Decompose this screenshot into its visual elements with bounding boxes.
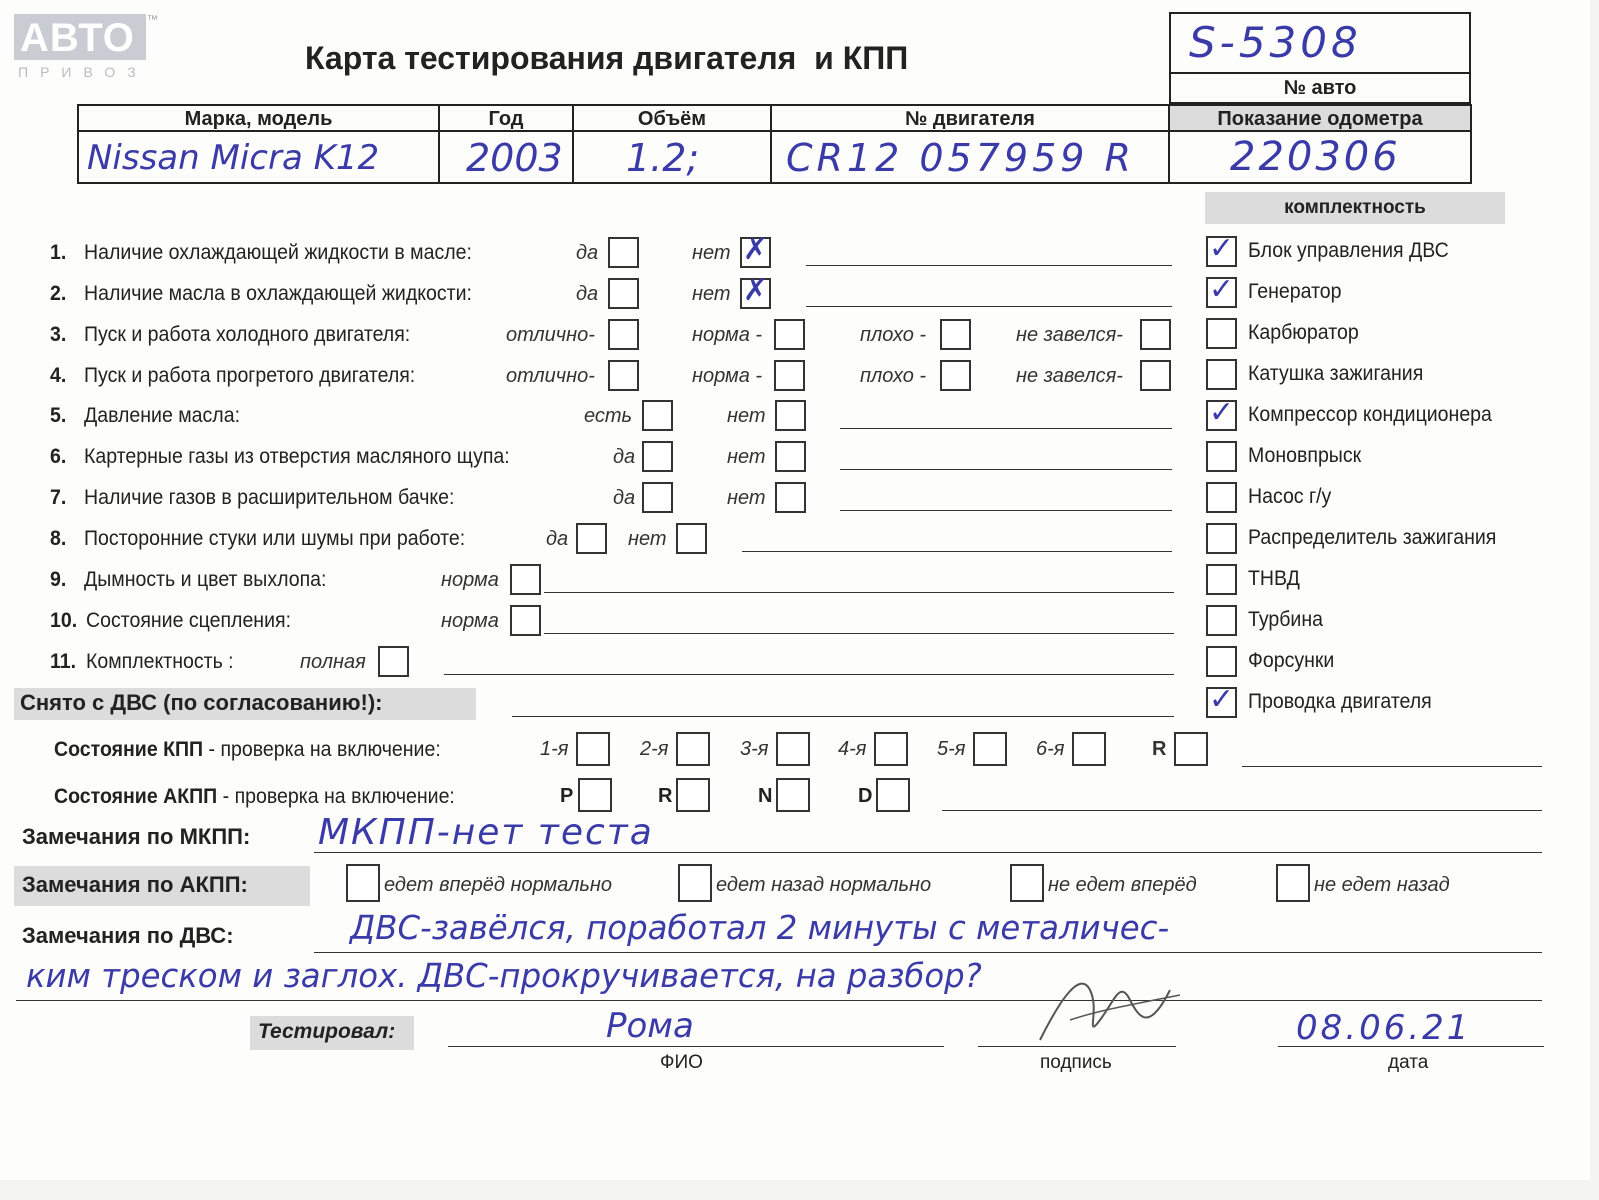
kpp-gear-label: 1-я <box>540 738 569 760</box>
check-option-box[interactable] <box>775 482 806 513</box>
check-note-line <box>544 633 1174 634</box>
check-label: Наличие масла в охлаждающей жидкости: <box>84 282 472 305</box>
check-option-label: полная <box>300 651 366 673</box>
check-option-box[interactable] <box>642 482 673 513</box>
engine-value: CR12 057959 R <box>786 136 1135 180</box>
kpp-gear-box[interactable] <box>676 732 710 766</box>
check-option-box[interactable] <box>740 232 771 268</box>
mkpp-line <box>314 852 1542 853</box>
kpp-line <box>1242 766 1542 767</box>
sign-caption: подпись <box>1040 1052 1112 1073</box>
akpp-notes-option-label: едет вперёд нормально <box>384 874 613 896</box>
completeness-item-label: Распределитель зажигания <box>1248 526 1497 549</box>
check-number: 10. <box>50 609 78 632</box>
completeness-item-label: Генератор <box>1248 280 1342 303</box>
kpp-gear-box[interactable] <box>973 732 1007 766</box>
completeness-checkbox[interactable] <box>1206 359 1237 390</box>
completeness-checkbox[interactable] <box>1206 605 1237 636</box>
removed-label: Снято с ДВС (по согласованию!): <box>20 690 383 715</box>
check-option-label: да <box>613 446 636 468</box>
check-option-label: не завелся- <box>1016 324 1123 346</box>
check-label: Наличие охлаждающей жидкости в масле: <box>84 241 472 264</box>
akpp-mode-label: R <box>658 785 673 807</box>
check-option-box[interactable] <box>940 360 971 391</box>
check-option-label: нет <box>692 242 731 264</box>
check-option-label: норма <box>441 610 499 632</box>
completeness-checkbox[interactable] <box>1206 646 1237 677</box>
check-note-line <box>444 674 1174 675</box>
check-option-label: нет <box>692 283 731 305</box>
check-number: 3. <box>50 323 67 346</box>
check-option-label: нет <box>727 487 766 509</box>
fio-caption: ФИО <box>660 1052 703 1073</box>
dvs-notes-line2: ким треском и заглох. ДВС-прокручивается, на разбор? <box>26 956 982 995</box>
check-note-line <box>840 510 1172 511</box>
auto-number-box <box>1169 12 1471 74</box>
check-option-box[interactable] <box>642 441 673 472</box>
check-option-label: нет <box>727 446 766 468</box>
check-number: 6. <box>50 445 67 468</box>
check-note-line <box>806 265 1172 266</box>
kpp-label-rest: - проверка на включение: <box>203 738 441 761</box>
completeness-item-label: Турбина <box>1248 608 1323 631</box>
check-option-label: норма - <box>692 324 763 346</box>
check-note-line <box>544 592 1174 593</box>
header-table <box>77 104 1472 184</box>
kpp-label <box>54 738 441 762</box>
date-caption: дата <box>1388 1052 1429 1073</box>
completeness-checkbox[interactable] <box>1206 395 1237 431</box>
check-label: Комплектность : <box>86 650 234 673</box>
year-label: Год <box>488 108 524 130</box>
kpp-gear-box[interactable] <box>576 732 610 766</box>
kpp-gear-label: R <box>1152 738 1167 760</box>
completeness-checkbox[interactable] <box>1206 441 1237 472</box>
akpp-notes-checkbox[interactable] <box>346 864 380 902</box>
akpp-label-rest: - проверка на включение: <box>217 785 455 808</box>
logo-subtext: ПРИВОЗ <box>18 64 148 80</box>
check-option-label: нет <box>628 528 667 550</box>
completeness-item-label: Компрессор кондиционера <box>1248 403 1492 426</box>
check-option-box[interactable] <box>774 319 805 350</box>
kpp-gear-box[interactable] <box>874 732 908 766</box>
check-label: Давление масла: <box>84 404 240 427</box>
akpp-notes-option-label: не едет назад <box>1314 874 1450 896</box>
check-option-label: есть <box>584 405 633 427</box>
tester-name: Рома <box>606 1006 694 1046</box>
kpp-gear-label: 5-я <box>937 738 966 760</box>
completeness-checkbox[interactable] <box>1206 523 1237 554</box>
check-option-label: не завелся- <box>1016 365 1123 387</box>
completeness-item-label: Карбюратор <box>1248 321 1359 344</box>
check-number: 8. <box>50 527 67 550</box>
check-option-box[interactable] <box>676 523 707 554</box>
check-option-box[interactable] <box>608 360 639 391</box>
akpp-mode-box[interactable] <box>876 778 910 812</box>
auto-number-value: S-5308 <box>1189 18 1362 67</box>
completeness-item-label: ТНВД <box>1248 567 1300 590</box>
check-note-line <box>840 469 1172 470</box>
check-option-label: да <box>576 283 599 305</box>
completeness-checkbox[interactable] <box>1206 231 1237 267</box>
akpp-notes-option-label: не едет вперёд <box>1048 874 1197 896</box>
check-number: 1. <box>50 241 67 264</box>
page-title: Карта тестирования двигателя и КПП <box>305 40 909 76</box>
akpp-mode-label: P <box>560 785 574 807</box>
check-note-line <box>840 428 1172 429</box>
check-option-label: плохо - <box>860 365 927 387</box>
completeness-checkbox[interactable] <box>1206 682 1237 718</box>
year-value: 2003 <box>466 136 563 180</box>
akpp-notes-option-label: едет назад нормально <box>716 874 932 896</box>
completeness-item-label: Насос г/у <box>1248 485 1332 508</box>
check-label: Посторонние стуки или шумы при работе: <box>84 527 466 550</box>
mkpp-notes-value: МКПП-нет теста <box>318 812 654 853</box>
check-option-label: норма - <box>692 365 763 387</box>
check-number: 5. <box>50 404 67 427</box>
check-option-box[interactable] <box>1140 319 1171 350</box>
check-mark-icon: ✓ <box>1208 395 1235 430</box>
check-note-line <box>742 551 1172 552</box>
check-number: 4. <box>50 364 67 387</box>
check-option-box[interactable] <box>774 360 805 391</box>
avto-privoz-logo <box>14 14 158 82</box>
completeness-item-label: Моновпрыск <box>1248 444 1362 467</box>
check-number: 9. <box>50 568 67 591</box>
akpp-notes-checkbox[interactable] <box>678 864 712 902</box>
check-option-label: да <box>546 528 569 550</box>
kpp-gear-label: 2-я <box>640 738 669 760</box>
check-option-label: отлично- <box>506 365 595 387</box>
make-label: Марка, модель <box>184 108 333 130</box>
akpp-notes-checkbox[interactable] <box>1010 864 1044 902</box>
akpp-mode-box[interactable] <box>776 778 810 812</box>
akpp-notes-label: Замечания по АКПП: <box>22 872 248 897</box>
test-date: 08.06.21 <box>1296 1008 1472 1048</box>
kpp-gear-label: 3-я <box>740 738 769 760</box>
logo-text: АВТО <box>20 16 135 60</box>
completeness-header <box>1205 192 1505 224</box>
check-option-box[interactable] <box>740 273 771 309</box>
kpp-gear-label: 4-я <box>838 738 867 760</box>
completeness-checkbox[interactable] <box>1206 318 1237 349</box>
check-mark-icon: ✓ <box>1208 231 1235 266</box>
check-option-box[interactable] <box>1140 360 1171 391</box>
logo-tm: ™ <box>147 14 158 26</box>
check-mark-icon: ✓ <box>1208 272 1235 307</box>
completeness-item-label: Форсунки <box>1248 649 1335 672</box>
check-number: 2. <box>50 282 67 305</box>
check-option-label: нет <box>727 405 766 427</box>
akpp-mode-box[interactable] <box>676 778 710 812</box>
tested-label: Тестировал: <box>258 1020 396 1043</box>
check-label: Дымность и цвет выхлопа: <box>84 568 327 591</box>
check-option-box[interactable] <box>642 400 673 431</box>
dvs-line1 <box>314 952 1542 953</box>
completeness-checkbox[interactable] <box>1206 482 1237 513</box>
mkpp-notes-label: Замечания по МКПП: <box>22 824 251 849</box>
check-option-label: да <box>613 487 636 509</box>
auto-number-label: № авто <box>1283 77 1357 99</box>
check-option-box[interactable] <box>775 441 806 472</box>
dvs-line2 <box>16 1000 1542 1001</box>
akpp-label <box>54 785 455 809</box>
check-option-label: да <box>576 242 599 264</box>
check-option-box[interactable] <box>510 564 541 595</box>
check-label: Состояние сцепления: <box>86 609 292 632</box>
kpp-gear-box[interactable] <box>776 732 810 766</box>
completeness-checkbox[interactable] <box>1206 564 1237 595</box>
akpp-label-bold: Состояние АКПП <box>54 785 218 808</box>
volume-label: Объём <box>637 108 707 130</box>
check-option-box[interactable] <box>608 278 639 309</box>
check-option-box[interactable] <box>608 319 639 350</box>
completeness-item-label: Катушка зажигания <box>1248 362 1424 385</box>
odometer-label: Показание одометра <box>1217 108 1423 130</box>
check-option-label: норма <box>441 569 499 591</box>
removed-line <box>512 716 1174 717</box>
auto-number-label-cell <box>1169 72 1471 104</box>
akpp-mode-label: N <box>758 785 773 807</box>
signature-line <box>978 1046 1176 1047</box>
kpp-label-bold: Состояние КПП <box>54 738 204 761</box>
completeness-checkbox[interactable] <box>1206 272 1237 308</box>
check-option-label: отлично- <box>506 324 595 346</box>
dvs-notes-line1: ДВС-завёлся, поработал 2 минуты с металичес- <box>350 908 1170 947</box>
kpp-gear-box[interactable] <box>1072 732 1106 766</box>
check-option-label: плохо - <box>860 324 927 346</box>
akpp-line <box>942 810 1542 811</box>
check-option-box[interactable] <box>608 237 639 268</box>
completeness-item-label: Блок управления ДВС <box>1248 239 1449 262</box>
check-option-box[interactable] <box>940 319 971 350</box>
check-number: 7. <box>50 486 67 509</box>
check-option-box[interactable] <box>510 605 541 636</box>
fio-line <box>448 1046 944 1047</box>
check-number: 11. <box>50 650 77 673</box>
check-note-line <box>806 306 1172 307</box>
check-mark-icon: ✓ <box>1208 682 1235 717</box>
check-label: Пуск и работа прогретого двигателя: <box>84 364 416 387</box>
akpp-notes-checkbox[interactable] <box>1276 864 1310 902</box>
kpp-gear-label: 6-я <box>1036 738 1065 760</box>
completeness-item-label: Проводка двигателя <box>1248 690 1432 713</box>
engine-label: № двигателя <box>905 108 1035 130</box>
make-value: Nissan Micra K12 <box>87 138 380 178</box>
date-line <box>1278 1046 1544 1047</box>
akpp-mode-label: D <box>858 785 873 807</box>
akpp-mode-box[interactable] <box>578 778 612 812</box>
signature <box>1030 960 1190 1050</box>
check-label: Наличие газов в расширительном бачке: <box>84 486 455 509</box>
check-label: Картерные газы из отверстия масляного щупа: <box>84 445 510 468</box>
check-label: Пуск и работа холодного двигателя: <box>84 323 411 346</box>
check-option-box[interactable] <box>775 400 806 431</box>
completeness-title: комплектность <box>1284 197 1426 218</box>
odometer-value: 220306 <box>1230 134 1401 180</box>
check-option-box[interactable] <box>576 523 607 554</box>
kpp-gear-box[interactable] <box>1174 732 1208 766</box>
volume-value: 1.2; <box>626 136 700 180</box>
check-option-box[interactable] <box>378 646 409 677</box>
dvs-notes-label: Замечания по ДВС: <box>22 923 234 948</box>
cross-mark-icon: ✗ <box>742 273 769 308</box>
cross-mark-icon: ✗ <box>742 232 769 267</box>
